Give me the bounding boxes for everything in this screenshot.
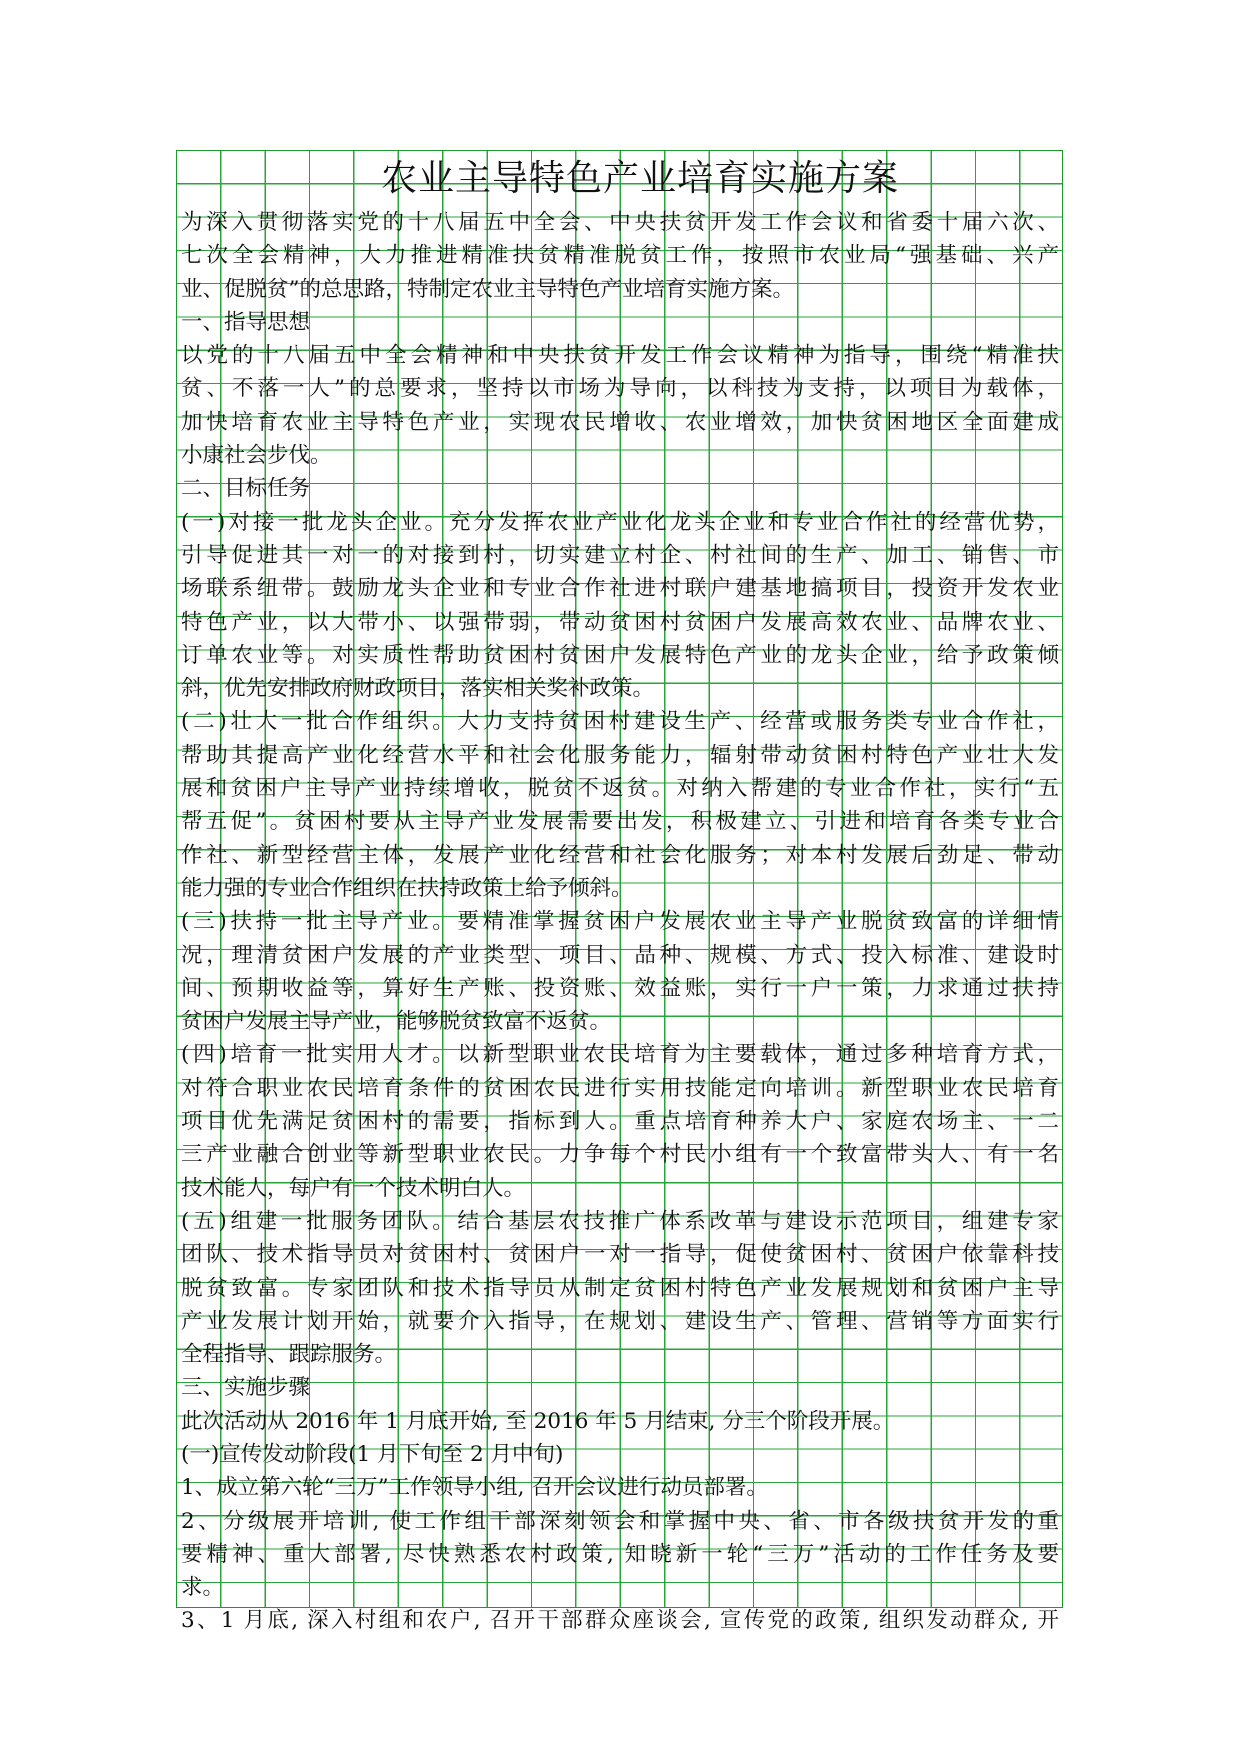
text-line: 为深入贯彻落实党的十八届五中全会、中央扶贫开发工作会议和省委十届六次、 bbox=[181, 210, 1059, 235]
text-line: 求。 bbox=[181, 1575, 225, 1601]
text-line: 小康社会步伐。 bbox=[181, 443, 332, 469]
text-line: (二)壮大一批合作组织。大力支持贫困村建设生产、经营或服务类专业合作社， bbox=[181, 709, 1059, 735]
text-line: 2、分级展开培训, 使工作组干部深刻领会和掌握中央、省、市各级扶贫开发的重 bbox=[181, 1508, 1059, 1534]
text-line: 二、目标任务 bbox=[181, 476, 311, 502]
text-line: 特色产业，以大带小、以强带弱，带动贫困村贫困户发展高效农业、品牌农业、 bbox=[181, 609, 1059, 635]
text-line: 一、指导思想 bbox=[181, 309, 311, 335]
text-line: (四)培育一批实用人才。以新型职业农民培育为主要载体，通过多种培育方式， bbox=[181, 1042, 1059, 1068]
text-line: 作社、新型经营主体，发展产业化经营和社会化服务；对本村发展后劲足、带动 bbox=[181, 842, 1059, 868]
text-line: 引导促进其一对一的对接到村，切实建立村企、村社间的生产、加工、销售、市 bbox=[181, 542, 1059, 568]
text-line: 贫、不落一人”的总要求，坚持以市场为导向，以科技为支持，以项目为载体， bbox=[181, 376, 1059, 402]
text-line: 斜，优先安排政府财政项目，落实相关奖补政策。 bbox=[181, 676, 655, 702]
text-line: 帮助其提高产业化经营水平和社会化服务能力，辐射带动贫困村特色产业壮大发 bbox=[181, 742, 1059, 768]
text-line: 项目优先满足贫困村的需要，指标到人。重点培育种养大户、家庭农场主、一二 bbox=[181, 1109, 1059, 1135]
text-line: 技术能人，每户有一个技术明白人。 bbox=[181, 1175, 526, 1201]
text-line: 加快培育农业主导特色产业，实现农民增收、农业增效，加快贫困地区全面建成 bbox=[181, 409, 1059, 435]
document-page bbox=[176, 150, 1063, 1634]
text-line: 对符合职业农民培育条件的贫困农民进行实用技能定向培训。新型职业农民培育 bbox=[181, 1075, 1059, 1101]
text-line: 团队、技术指导员对贫困村、贫困户一对一指导，促使贫困村、贫困户依靠科技 bbox=[181, 1242, 1059, 1268]
text-line: 以党的十八届五中全会精神和中央扶贫开发工作会议精神为指导，围绕“精准扶 bbox=[181, 343, 1059, 369]
text-line: (三)扶持一批主导产业。要精准掌握贫困户发展农业主导产业脱贫致富的详细情 bbox=[181, 909, 1059, 935]
text-line: 间、预期收益等，算好生产账、投资账、效益账，实行一户一策，力求通过扶持 bbox=[181, 975, 1059, 1001]
text-line: 订单农业等。对实质性帮助贫困村贫困户发展特色产业的龙头企业，给予政策倾 bbox=[181, 642, 1059, 668]
document-body bbox=[181, 151, 1059, 1638]
document-text bbox=[181, 206, 1059, 1638]
text-line: 1、成立第六轮“三万”工作领导小组, 召开会议进行动员部署。 bbox=[181, 1475, 768, 1501]
text-line: 全程指导、跟踪服务。 bbox=[181, 1342, 397, 1368]
text-line: 贫困户发展主导产业，能够脱贫致富不返贫。 bbox=[181, 1009, 612, 1035]
text-line: 三产业融合创业等新型职业农民。力争每个村民小组有一个致富带头人、有一名 bbox=[181, 1142, 1059, 1168]
text-line: 能力强的专业合作组织在扶持政策上给予倾斜。 bbox=[181, 875, 633, 901]
text-line: 业、促脱贫”的总思路，特制定农业主导特色产业培育实施方案。 bbox=[181, 276, 794, 302]
text-line: 七次全会精神，大力推进精准扶贫精准脱贫工作，按照市农业局“强基础、兴产 bbox=[181, 243, 1059, 269]
text-line: (五)组建一批服务团队。结合基层农技推广体系改革与建设示范项目，组建专家 bbox=[181, 1208, 1059, 1234]
text-line: 帮五促”。贫困村要从主导产业发展需要出发，积极建立、引进和培育各类专业合 bbox=[181, 809, 1059, 835]
text-line: (一)对接一批龙头企业。充分发挥农业产业化龙头企业和专业合作社的经营优势， bbox=[181, 509, 1059, 535]
text-line: 产业发展计划开始，就要介入指导，在规划、建设生产、管理、营销等方面实行 bbox=[181, 1308, 1059, 1334]
text-line: 脱贫致富。专家团队和技术指导员从制定贫困村特色产业发展规划和贫困户主导 bbox=[181, 1275, 1059, 1301]
text-line: 展和贫困户主导产业持续增收，脱贫不返贫。对纳入帮建的专业合作社，实行“五 bbox=[181, 776, 1059, 802]
text-line: 三、实施步骤 bbox=[181, 1375, 311, 1401]
text-line: (一)宣传发动阶段(1 月下旬至 2 月中旬) bbox=[181, 1441, 564, 1467]
text-line: 况，理清贫困户发展的产业类型、项目、品种、规模、方式、投入标准、建设时 bbox=[181, 942, 1059, 968]
text-line: 此次活动从 2016 年 1 月底开始, 至 2016 年 5 月结束, 分三个阶段开展。 bbox=[181, 1408, 895, 1434]
document-title: 农业主导特色产业培育实施方案 bbox=[380, 158, 899, 199]
text-line: 3、1 月底, 深入村组和农户, 召开干部群众座谈会, 宣传党的政策, 组织发动群众, 开 bbox=[181, 1608, 1059, 1634]
text-line: 要精神、重大部署, 尽快熟悉农村政策, 知晓新一轮“三万”活动的工作任务及要 bbox=[181, 1541, 1059, 1567]
text-line: 场联系纽带。鼓励龙头企业和专业合作社进村联户建基地搞项目，投资开发农业 bbox=[181, 576, 1059, 602]
